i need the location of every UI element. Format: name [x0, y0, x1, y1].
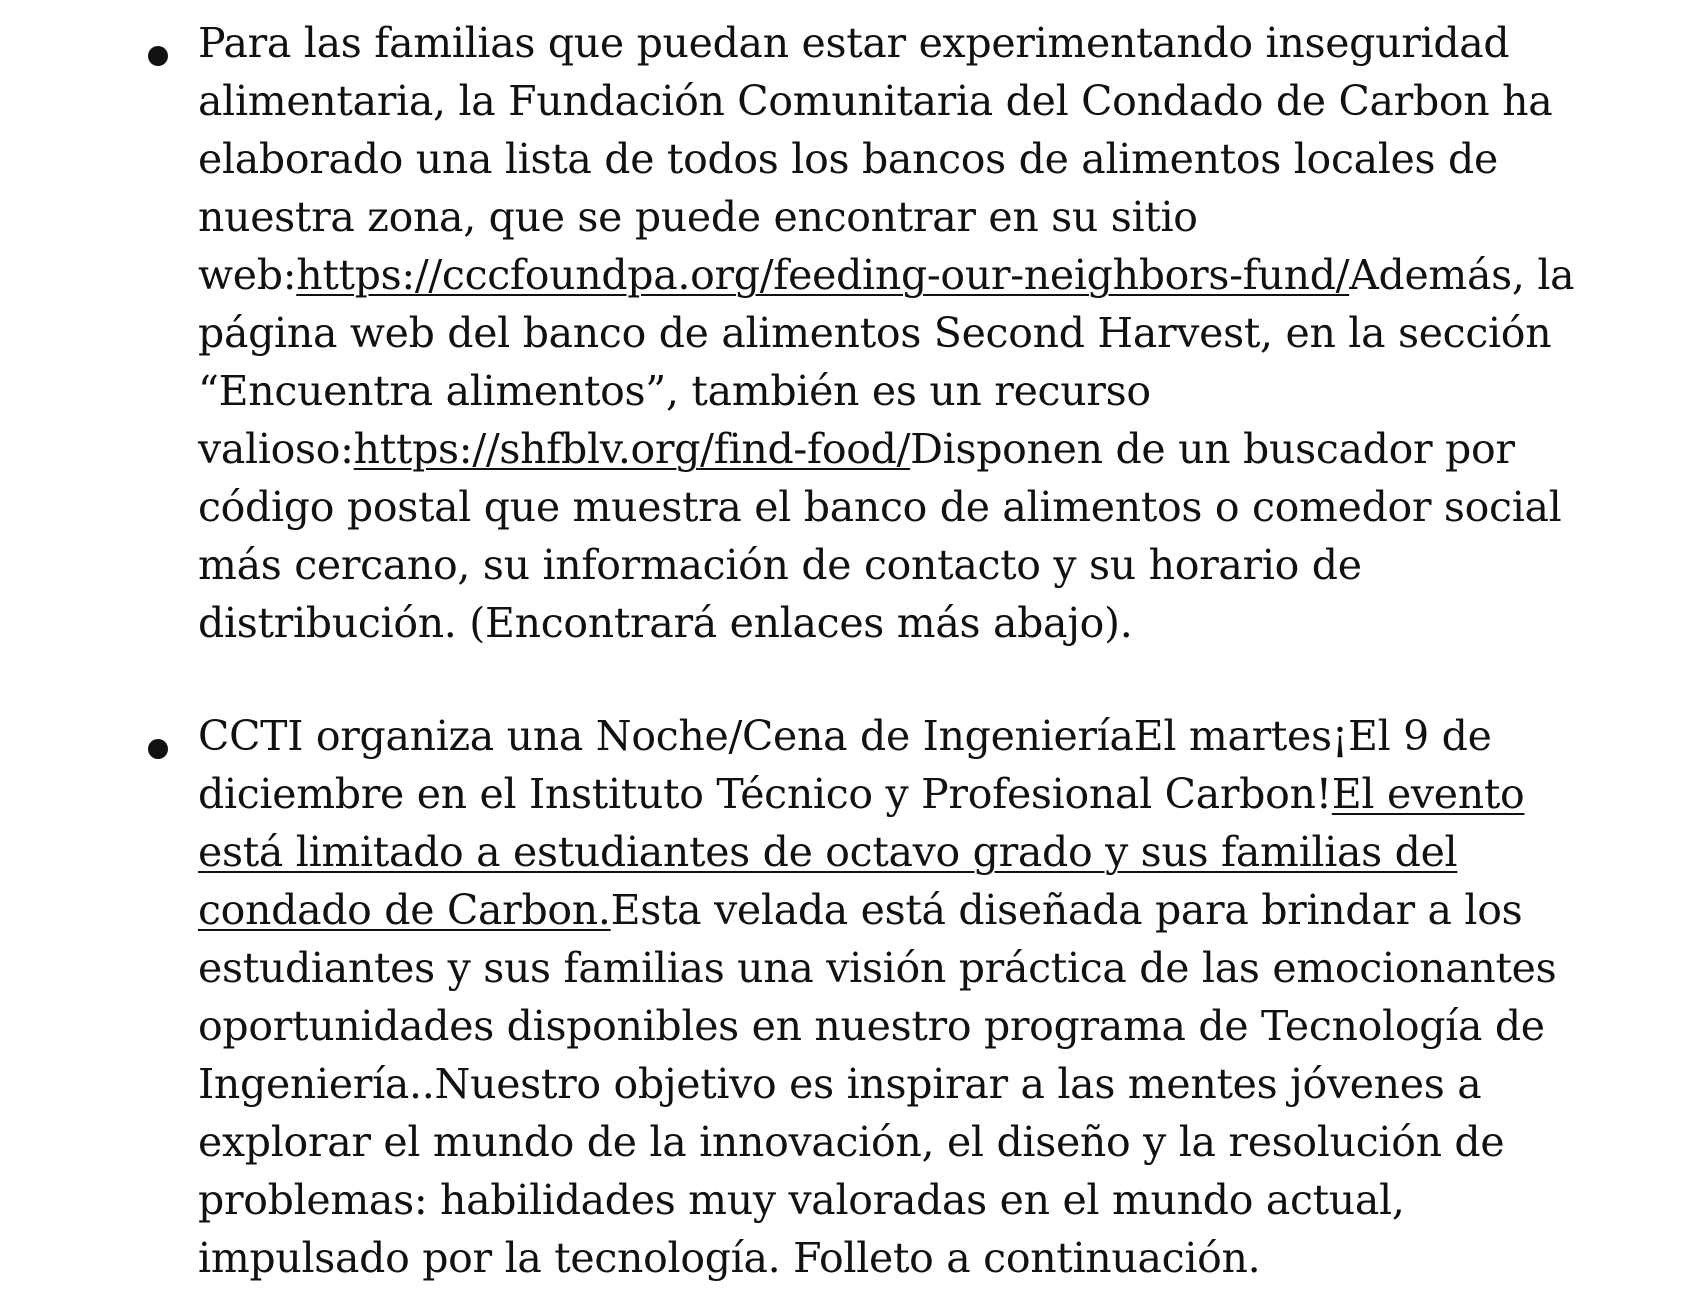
bullet-dot-icon [148, 739, 168, 759]
event-limited-link[interactable]: El evento está limitado a estudiantes de octavo grado y sus familias del condado de Carbon. [198, 770, 1525, 934]
shfblv-link[interactable]: https://shfblv.org/find-food/ [353, 425, 911, 473]
engineering-night-text-intro: CCTI organiza una Noche/Cena de IngenieríaEl martes¡El 9 de diciembre en el Instituto Técnico y Profesional Carbon! [198, 712, 1492, 818]
food-banks-text-middle: Además, la página web del banco de alimentos Second Harvest, en la sección “Encuentra alimentos”, también es un recurso valioso: [198, 251, 1575, 473]
bullet-dot-icon [148, 46, 168, 66]
engineering-night-text-end: Esta velada está diseñada para brindar a los estudiantes y sus familias una visión práctica de las emocionantes oportunidades disponibles en nuestro programa de Tecnología de Ingeniería..Nuestro objetivo es inspirar a las mentes jóvenes a explorar el mundo de la innovación, el diseño y la resolución de problemas: habilidades muy valoradas en el mundo actual, impulsado por la tecnología. Folleto a continuación. [198, 886, 1557, 1282]
engineering-night-paragraph [198, 707, 1618, 1287]
food-banks-text-end: Disponen de un buscador por código postal que muestra el banco de alimentos o comedor social más cercano, su información de contacto y su horario de distribución. (Encontrará enlaces más abajo). [198, 425, 1562, 647]
cccfoundpa-link[interactable]: https://cccfoundpa.org/feeding-our-neighbors-fund/ [296, 251, 1350, 299]
food-banks-paragraph [198, 14, 1618, 652]
food-banks-text-intro: Para las familias que puedan estar experimentando inseguridad alimentaria, la Fundación Comunitaria del Condado de Carbon ha elaborado una lista de todos los bancos de alimentos locales de nuestra zona, que se puede encontrar en su sitio web: [198, 19, 1553, 299]
